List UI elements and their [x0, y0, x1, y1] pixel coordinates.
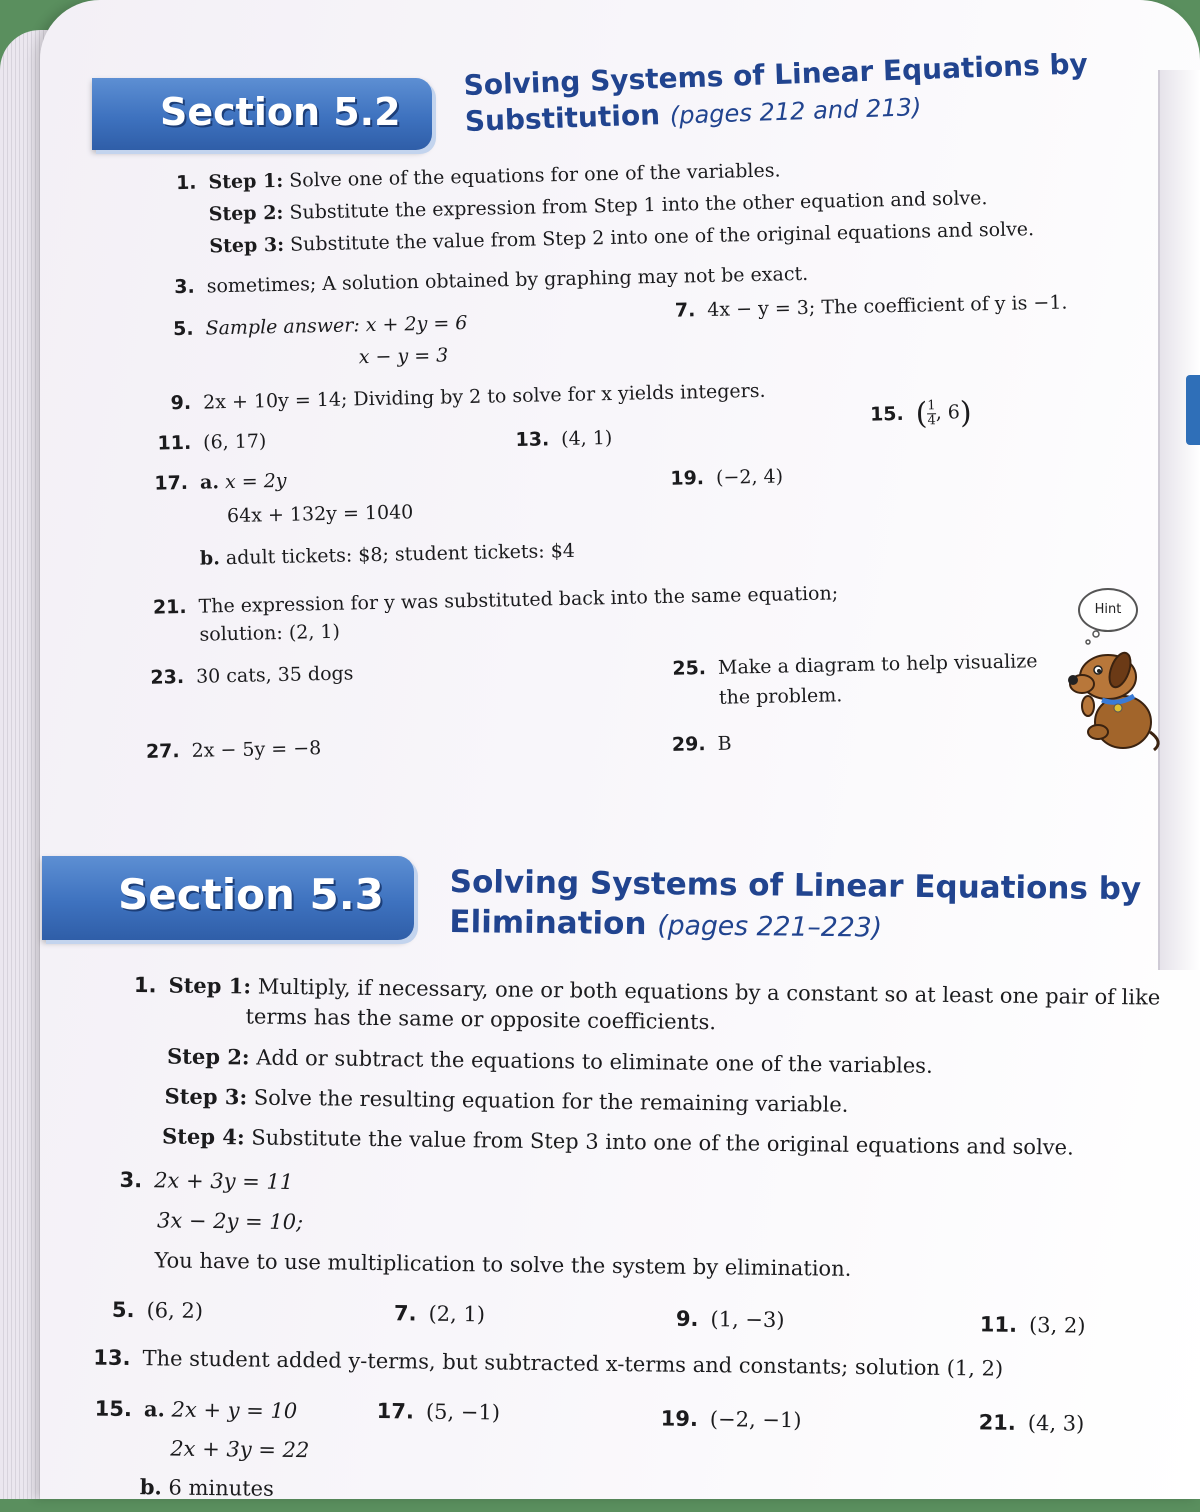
section-5-2-title: Solving Systems of Linear Equations by Substitution (pages 212 and 213)	[463, 47, 1089, 139]
s52-answer-21: 21. The expression for y was substituted back into the same equation;	[152, 582, 839, 619]
s53-answer-21: 21. (4, 3)	[978, 1410, 1085, 1436]
section-5-3-title: Solving Systems of Linear Equations by Elimination (pages 221–223)	[449, 863, 1142, 944]
s53-answer-17: 17. (5, −1)	[376, 1399, 501, 1425]
s52-answer-1-step2: Step 2: Substitute the expression from Step 1 into the other equation and solve.	[208, 187, 988, 226]
s52-answer-13: 13. (4, 1)	[515, 427, 613, 452]
s52-answer-5: 5. Sample answer: x + 2y = 6	[172, 312, 468, 341]
s52-answer-11: 11. (6, 17)	[157, 430, 267, 455]
s52-answer-21-line2: solution: (2, 1)	[199, 620, 341, 646]
chapter-tab	[1186, 375, 1200, 445]
s53-answer-9: 9. (1, −3)	[675, 1306, 785, 1333]
s53-answer-15a: 15. a. 2x + y = 10	[94, 1396, 298, 1424]
s53-answer-1-step1: 1. Step 1: Multiply, if necessary, one or both equations by a constant so at least one pair of like	[133, 972, 1161, 1010]
facing-page-edge	[1158, 70, 1200, 970]
hint-label: Hint	[1094, 602, 1122, 617]
s53-answer-7: 7. (2, 1)	[393, 1301, 486, 1327]
fraction: $\frac{1}{4}$	[927, 398, 937, 429]
s52-answer-25-line2: the problem.	[718, 684, 843, 709]
section-5-3-label: Section 5.3	[118, 870, 384, 919]
s52-answer-15: 15. ( $\frac{1}{4}$ , 6)	[869, 395, 972, 432]
s52-answer-17a: 17. a. x = 2y	[154, 469, 287, 495]
s53-answer-1-step4: Step 4: Substitute the value from Step 3 into one of the original equations and solve.	[161, 1123, 1074, 1160]
s52-answer-17b: b. adult tickets: $8; student tickets: $4	[199, 539, 576, 570]
s52-answer-7: 7. 4x − y = 3; The coefficient of y is −1.	[674, 291, 1068, 322]
s52-answer-29: 29. B	[671, 732, 732, 756]
section-5-2-label: Section 5.2	[160, 90, 401, 134]
s53-answer-19: 19. (−2, −1)	[660, 1406, 802, 1433]
section-5-2-banner	[92, 78, 432, 150]
s53-answer-1-step2: Step 2: Add or subtract the equations to eliminate one of the variables.	[166, 1043, 933, 1078]
s52-answer-9: 9. 2x + 10y = 14; Dividing by 2 to solve for x yields integers.	[170, 379, 766, 415]
s52-answer-1-step1: 1. Step 1: Solve one of the equations for one of the variables.	[175, 159, 781, 195]
s53-answer-3-eq2: 3x − 2y = 10;	[156, 1208, 304, 1235]
s53-answer-13: 13. The student added y-terms, but subtracted x-terms and constants; solution (1, 2)	[93, 1345, 1004, 1381]
s52-answer-23: 23. 30 cats, 35 dogs	[150, 662, 354, 689]
s52-answer-1-step3: Step 3: Substitute the value from Step 2 into one of the original equations and solve.	[209, 218, 1035, 258]
hint-dog-illustration	[1058, 582, 1168, 754]
s52-answer-5-eq2: x − y = 3	[358, 344, 449, 369]
s53-answer-15b: b. 6 minutes	[139, 1474, 274, 1501]
s53-answer-11: 11. (3, 2)	[979, 1312, 1086, 1338]
s52-answer-25: 25. Make a diagram to help visualize	[672, 650, 1038, 680]
s53-answer-3-text: You have to use multiplication to solve the system by elimination.	[154, 1248, 852, 1281]
s52-answer-27: 27. 2x − 5y = −8	[145, 737, 322, 763]
s53-answer-1-step1-line2: terms has the same or opposite coefficients.	[245, 1004, 717, 1035]
s52-answer-3: 3. sometimes; A solution obtained by graphing may not be exact.	[174, 262, 809, 299]
s53-answer-15a-eq2: 2x + 3y = 22	[170, 1436, 310, 1463]
s53-answer-5: 5. (6, 2)	[111, 1297, 204, 1323]
s52-answer-17a-eq2: 64x + 132y = 1040	[226, 501, 414, 528]
s53-answer-1-step3: Step 3: Solve the resulting equation for the remaining variable.	[164, 1083, 849, 1117]
s52-answer-19: 19. (−2, 4)	[670, 465, 784, 490]
section-5-3-banner	[42, 856, 414, 940]
dog-icon	[1058, 582, 1168, 754]
s53-answer-3: 3. 2x + 3y = 11	[119, 1167, 294, 1195]
